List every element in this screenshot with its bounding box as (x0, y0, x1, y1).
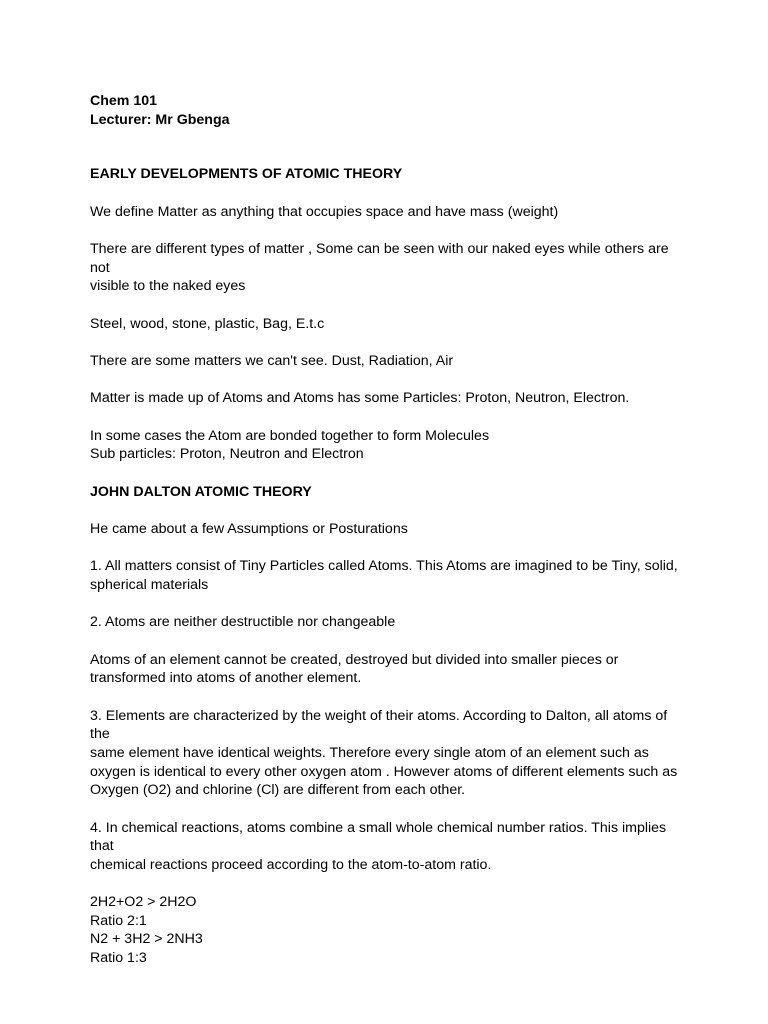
list-item-4-line2: chemical reactions proceed according to the atom-to-atom ratio. (90, 856, 492, 873)
list-item-3-line1: 3. Elements are characterized by the weight of their atoms. According to Dalton, all atoms of the (90, 707, 672, 743)
list-item-2-note-line1: Atoms of an element cannot be created, destroyed but divided into smaller pieces or (90, 651, 619, 668)
ratio-water: Ratio 2:1 (90, 912, 147, 929)
list-item-3-line3: oxygen is identical to every other oxygen atom . However atoms of different elements such as (90, 763, 678, 780)
lecturer-name: Lecturer: Mr Gbenga (90, 111, 230, 128)
paragraph-invisible-matter: There are some matters we can't see. Dust, Radiation, Air (90, 352, 454, 369)
equation-ammonia: N2 + 3H2 > 2NH3 (90, 931, 203, 948)
ratio-ammonia: Ratio 1:3 (90, 949, 147, 966)
paragraph-examples: Steel, wood, stone, plastic, Bag, E.t.c (90, 315, 325, 332)
list-item-1-line1: 1. All matters consist of Tiny Particles called Atoms. This Atoms are imagined to be Tiny, solid, (90, 558, 678, 575)
paragraph-atoms-particles: Matter is made up of Atoms and Atoms has some Particles: Proton, Neutron, Electron. (90, 390, 630, 407)
paragraph-matter-definition: We define Matter as anything that occupies space and have mass (weight) (90, 203, 559, 220)
paragraph-molecules-line2: Sub particles: Proton, Neutron and Electron (90, 446, 364, 463)
list-item-1-line2: spherical materials (90, 577, 209, 594)
section-heading-early-developments: EARLY DEVELOPMENTS OF ATOMIC THEORY (90, 166, 403, 183)
paragraph-types-of-matter-line2: visible to the naked eyes (90, 278, 246, 295)
list-item-3-line4: Oxygen (O2) and chlorine (Cl) are different from each other. (90, 782, 466, 799)
document-content (90, 92, 690, 968)
paragraph-types-of-matter-line1: There are different types of matter , Some can be seen with our naked eyes while others are not (90, 240, 673, 276)
paragraph-molecules-line1: In some cases the Atom are bonded together to form Molecules (90, 427, 490, 444)
list-item-4-line1: 4. In chemical reactions, atoms combine a small whole chemical number ratios. This implies that (90, 819, 671, 855)
list-item-2: 2. Atoms are neither destructible nor changeable (90, 614, 396, 631)
equation-water: 2H2+O2 > 2H2O (90, 894, 197, 911)
paragraph-dalton-intro: He came about a few Assumptions or Posturations (90, 521, 408, 538)
section-heading-dalton: JOHN DALTON ATOMIC THEORY (90, 483, 312, 500)
list-item-2-note-line2: transformed into atoms of another element. (90, 670, 362, 687)
list-item-3-line2: same element have identical weights. Therefore every single atom of an element such as (90, 745, 649, 762)
course-title: Chem 101 (90, 93, 158, 109)
